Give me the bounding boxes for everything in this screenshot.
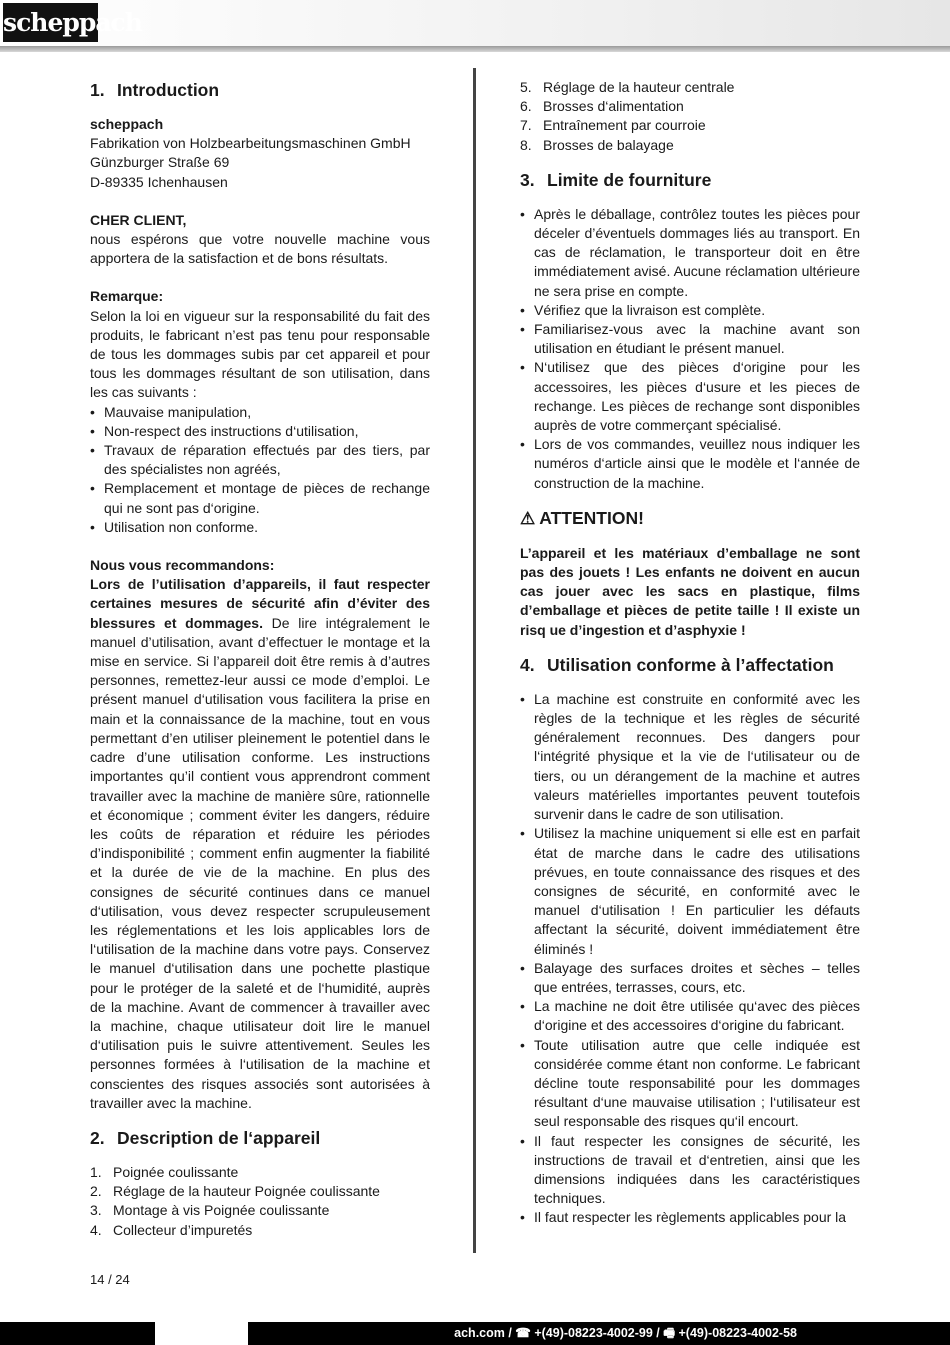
section-heading-delivery: 3. Limite de fourniture: [520, 169, 712, 190]
dear-customer-heading: CHER CLIENT,: [90, 211, 187, 228]
list-item: • Il faut respecter les règlements applicables pour la: [520, 1208, 860, 1227]
list-item: • Remplacement et montage de pièces de rechange qui ne sont pas d‘origine.: [90, 479, 430, 517]
remark-bullet-list: [90, 403, 430, 537]
address-line: Günzburger Straße 69: [90, 154, 230, 171]
list-item: 8. Brosses de balayage: [520, 136, 674, 153]
footer-bar-left: [0, 1322, 155, 1345]
list-item: 5. Réglage de la hauteur centrale: [520, 79, 735, 95]
scheppach-logo: scheppach: [3, 3, 98, 42]
dear-customer-text: nous espérons que votre nouvelle machine vous apportera de la satisfaction et de bons résultats.: [90, 231, 430, 267]
section-heading-introduction: 1. Introduction: [90, 80, 220, 100]
remark-heading: Remarque:: [90, 288, 164, 305]
column-divider: [473, 68, 476, 1253]
list-item: • Travaux de réparation effectués par des tiers, par des spécialistes non agréés,: [90, 441, 430, 479]
header-background: [0, 0, 950, 46]
right-column: [520, 78, 860, 1228]
header-rule: [0, 46, 950, 52]
section-heading-description: 2. Description de l‘appareil: [90, 1127, 321, 1148]
list-item: 1. Poignée coulissante: [90, 1163, 239, 1180]
recommend-paragraph: [90, 575, 430, 1113]
company-name: scheppach: [90, 116, 164, 132]
list-item: • Familiarisez-vous avec la machine avant son utilisation en étudiant le présent manuel.: [520, 320, 860, 358]
parts-list: [90, 1163, 430, 1240]
list-item: 3. Montage à vis Poignée coulissante: [90, 1202, 330, 1219]
address-line: Fabrikation von Holzbearbeitungsmaschinen GmbH: [90, 135, 411, 152]
list-item: • Vérifiez que la livraison est complète.: [520, 301, 860, 320]
list-item: • Non-respect des instructions d‘utilisation,: [90, 422, 430, 441]
list-item: • Toute utilisation autre que celle indiquée est considérée comme étant non conforme. Le fabricant décline toute responsabilité pour les dommages résultant d‘une mauvaise utilisation ; l‘utilisateur est seul responsable des risques qu‘il encourt.: [520, 1036, 860, 1132]
usage-bullet-list: [520, 690, 860, 1228]
list-item: • Mauvaise manipulation,: [90, 403, 430, 422]
page-header: [0, 0, 950, 52]
list-item: • Utilisation non conforme.: [90, 518, 430, 537]
list-item: • Balayage des surfaces droites et sèches – telles que entrées, terrasses, cours, etc.: [520, 959, 860, 997]
remark-text: Selon la loi en vigueur sur la responsabilité du fait des produits, le fabricant n’est pas tenu pour responsable de tous les dommages subis par cet appareil et pour tous les dommages résultant de son utilisation, dans les cas suivants :: [90, 307, 430, 401]
section-heading-intended-use: 4. Utilisation conforme à l’affectation: [520, 654, 834, 675]
parts-list-continued: [520, 78, 860, 155]
list-item: • N‘utilisez que des pièces d‘origine pour les accessoires, les pièces d‘usure et les pieces de rechange. Les pièces de rechange sont disponibles auprès de votre commerçant spécialisé.: [520, 358, 860, 435]
list-item: • Lors de vos commandes, veuillez nous indiquer les numéros d‘article ainsi que le modèle et l‘année de construction de la machine.: [520, 435, 860, 493]
footer-contact: ach.com / ☎ +(49)-08223-4002-99 / 🖷 +(49)-08223-4002-58: [248, 1322, 950, 1345]
warning-triangle-icon: ⚠: [520, 508, 536, 528]
list-item: • La machine est construite en conformité avec les règles de la technique et les règles de sécurité généralement reconnues. Des dangers pour l‘intégrité physique et la vie de l‘utilisateur ou de tiers, ou un dérangement de la machine et autres valeurs matérielles importantes peuvent toutefois survenir dans le cadre de son utilisation.: [520, 690, 860, 824]
recommend-heading: Nous vous recommandons:: [90, 557, 275, 574]
delivery-bullet-list: [520, 205, 860, 493]
list-item: • La machine ne doit être utilisée qu‘avec des pièces d‘origine et des accessoires d‘origine du fabricant.: [520, 997, 860, 1035]
list-item: 6. Brosses d‘alimentation: [520, 98, 684, 115]
page-number: 14 / 24: [90, 1272, 130, 1287]
list-item: • Il faut respecter les consignes de sécurité, les instructions de travail et d‘entretien, ainsi que les dimensions indiquées dans les caractéristiques techniques.: [520, 1132, 860, 1209]
list-item: 2. Réglage de la hauteur Poignée coulissante: [90, 1183, 380, 1200]
recommend-bold-text: Lors de l’utilisation d’appareils, il faut respecter certaines mesures de sécurité afin d’éviter des blessures et dommages.: [90, 576, 430, 631]
attention-heading: ⚠ ATTENTION!: [520, 507, 644, 528]
list-item: 7. Entraînement par courroie: [520, 117, 706, 134]
page-footer: [0, 1322, 950, 1345]
attention-text: L’appareil et les matériaux d’emballage ne sont pas des jouets ! Les enfants ne doivent en aucun cas jouer avec les sacs en plastique, films d’emballage et pièces de petite taille ! Il existe un risq ue d’ingestion et d’asphyxie !: [520, 544, 860, 638]
address-line: D-89335 Ichenhausen: [90, 173, 228, 190]
left-column: [90, 78, 430, 1240]
recommend-text: De lire intégralement le manuel d’utilisation, avant d’effectuer le montage et la mise en service. Si l’appareil doit être remis à d’autres personnes, remettez-leur aussi ce mode d’emploi. Le présent manuel d‘utilisation vous facilitera la prise en main et la connaissance de la machine, tout en vous permettant d’en utiliser pleinement le potentiel dans le cadre d’une utilisation conforme. Les instructions importantes qu’il contient vous apprendront comment travailler avec la machine de manière sûre, rationnelle et économique ; comment éviter les dangers, réduire les coûts de réparation et réduire les périodes d’indisponibilité ; comment enfin augmenter la fiabilité et la durée de vie de la machine. En plus des consignes de sécurité continues dans ce manuel d‘utilisation, vous devez respecter scrupuleusement les réglementations et les lois applicables lors de l‘utilisation de la machine dans votre pays. Conservez le manuel d‘utilisation dans une pochette plastique pour le protéger de la saleté et de l‘humidité, auprès de la machine. Avant de commencer à travailler avec la machine, chaque utilisateur doit lire le manuel d‘utilisation puis le suivre attentivement. Seules les personnes formées à l‘utilisation de la machine et conscientes des risques associés sont autorisées à travailler avec la machine.: [90, 614, 430, 1111]
list-item: • Utilisez la machine uniquement si elle est en parfait état de marche dans le cadre des utilisations prévues, en toute connaissance des risques et des consignes de sécurité, en conformité avec le manuel d‘utilisation ! En particulier les défauts affectant la sécurité, doivent immédiatement être éliminés !: [520, 824, 860, 958]
list-item: 4. Collecteur d’impuretés: [90, 1221, 253, 1238]
list-item: • Après le déballage, contrôlez toutes les pièces pour déceler d’éventuels dommages liés au transport. En cas de réclamation, le transporteur doit en être immédiatement avisé. Aucune réclamation ultérieure ne sera prise en compte.: [520, 205, 860, 301]
